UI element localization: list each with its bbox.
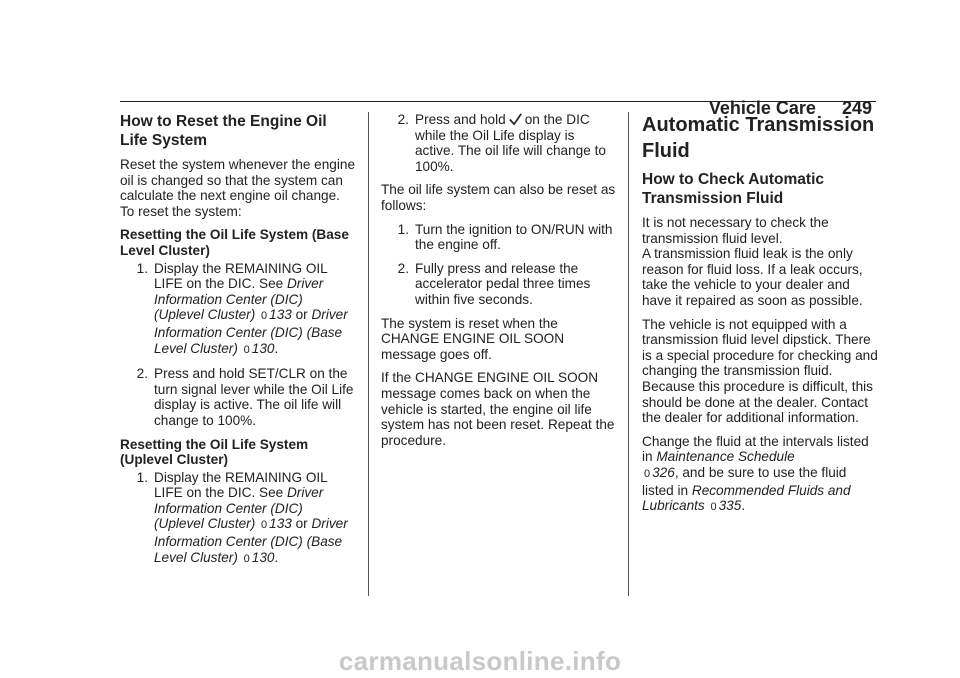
text: .: [741, 498, 746, 514]
text: A transmission fluid leak is the only reason for fluid loss. If a leak occurs, take the vehicle to your dealer and have it repaired as soon as possible.: [642, 246, 863, 308]
paragraph: The oil life system can also be reset as follows:: [381, 182, 616, 213]
list-item: [120, 261, 356, 359]
page-ref-arrow-icon: 0: [243, 552, 250, 565]
check-mark-icon: [508, 112, 523, 127]
list-item: [120, 366, 356, 428]
step-text: [415, 112, 617, 174]
page-ref-arrow-icon: 0: [261, 519, 268, 532]
page-ref-arrow-icon: 0: [710, 501, 717, 514]
step-number: 2.: [136, 366, 148, 382]
list-item: [381, 112, 617, 174]
page-ref[interactable]: 130: [251, 549, 275, 565]
text: Display the REMAINING OIL LIFE on the DIC. See: [154, 469, 328, 501]
page-ref[interactable]: 133: [269, 307, 292, 323]
step-number: 1.: [136, 469, 148, 485]
subheading: Resetting the Oil Life System (Uplevel Cluster): [120, 436, 309, 468]
chapter-heading: Automatic Transmission Fluid: [642, 114, 875, 162]
step-number: 1.: [136, 260, 148, 276]
page-ref-arrow-icon: 0: [243, 343, 250, 356]
subheading: Resetting the Oil Life System (Base Level Cluster): [120, 227, 349, 258]
section-heading: How to Check Automatic Transmission Fluid: [642, 171, 824, 207]
paragraph: The vehicle is not equipped with a transmission fluid level dipstick. There is a special procedure for checking and changing the transmission fluid. Because this procedure is difficult, this should be done at the dealer. Contact the dealer for additional information.: [642, 316, 878, 426]
text: Change the fluid at the intervals listed in: [642, 433, 869, 465]
page-ref-arrow-icon: 0: [644, 467, 651, 480]
step-text: Fully press and release the accelerator pedal three times within five seconds.: [415, 260, 591, 307]
section-title: Vehicle Care: [708, 98, 816, 118]
page-ref-arrow-icon: 0: [261, 310, 268, 323]
cross-reference-link[interactable]: Driver Information Center (DIC) (Base Level Cluster): [154, 307, 348, 356]
text: or: [291, 307, 312, 323]
step-text: [154, 470, 356, 568]
step-text: Press and hold SET/CLR on the turn signal lever while the Oil Life display is active. The oil life will change to 100%.: [154, 366, 354, 428]
column-2: [381, 112, 617, 456]
step-number: 2.: [397, 112, 409, 127]
page-ref[interactable]: 130: [251, 340, 275, 356]
text: on the DIC while the Oil Life display is active. The oil life will change to 100%.: [415, 112, 606, 174]
column-3: [642, 112, 878, 524]
paragraph: If the CHANGE ENGINE OIL SOON message comes back on when the vehicle is started, the engine oil life system has not been reset. Repeat the procedure.: [381, 370, 615, 448]
cross-reference-link[interactable]: Maintenance Schedule: [656, 449, 795, 465]
step-text: Turn the ignition to ON/RUN with the engine off.: [415, 221, 613, 253]
header-rule: [120, 101, 876, 102]
text: or: [291, 516, 312, 532]
column-divider: [628, 112, 629, 596]
text: .: [274, 340, 279, 356]
text: It is not necessary to check the transmission fluid level.: [642, 215, 829, 246]
cross-reference-link[interactable]: Driver Information Center (DIC) (Uplevel Cluster): [154, 276, 324, 323]
step-text: [154, 261, 356, 359]
list-item: [381, 222, 617, 253]
section-heading: How to Reset the Engine Oil Life System: [120, 113, 327, 149]
cross-reference-link[interactable]: Driver Information Center (DIC) (Base Level Cluster): [154, 516, 348, 565]
cross-reference-link[interactable]: Recommended Fluids and Lubricants: [642, 482, 851, 514]
step-number: 2.: [397, 260, 409, 276]
cross-reference-link[interactable]: Driver Information Center (DIC) (Uplevel Cluster): [154, 485, 324, 532]
page-ref[interactable]: 326: [652, 464, 675, 480]
text: .: [274, 549, 279, 565]
column-divider: [368, 112, 369, 596]
paragraph: [642, 434, 878, 516]
page-number: 249: [841, 98, 872, 118]
text: Press and hold: [415, 112, 506, 127]
list-item: [381, 261, 617, 308]
text: , and be sure to use the fluid listed in: [642, 464, 847, 498]
watermark: carmanualsonline.info: [338, 646, 622, 676]
step-number: 1.: [397, 221, 409, 237]
page-ref[interactable]: 133: [269, 516, 292, 532]
paragraph: Reset the system whenever the engine oil is changed so that the system can calculate the next engine oil change. To reset the system:: [120, 157, 356, 219]
column-1: [120, 112, 356, 575]
paragraph: The system is reset when the CHANGE ENGINE OIL SOON message goes off.: [381, 315, 565, 362]
text: Display the REMAINING OIL LIFE on the DIC. See: [154, 260, 328, 292]
page-ref[interactable]: 335: [718, 498, 742, 514]
paragraph: [642, 215, 878, 309]
list-item: [120, 470, 356, 568]
